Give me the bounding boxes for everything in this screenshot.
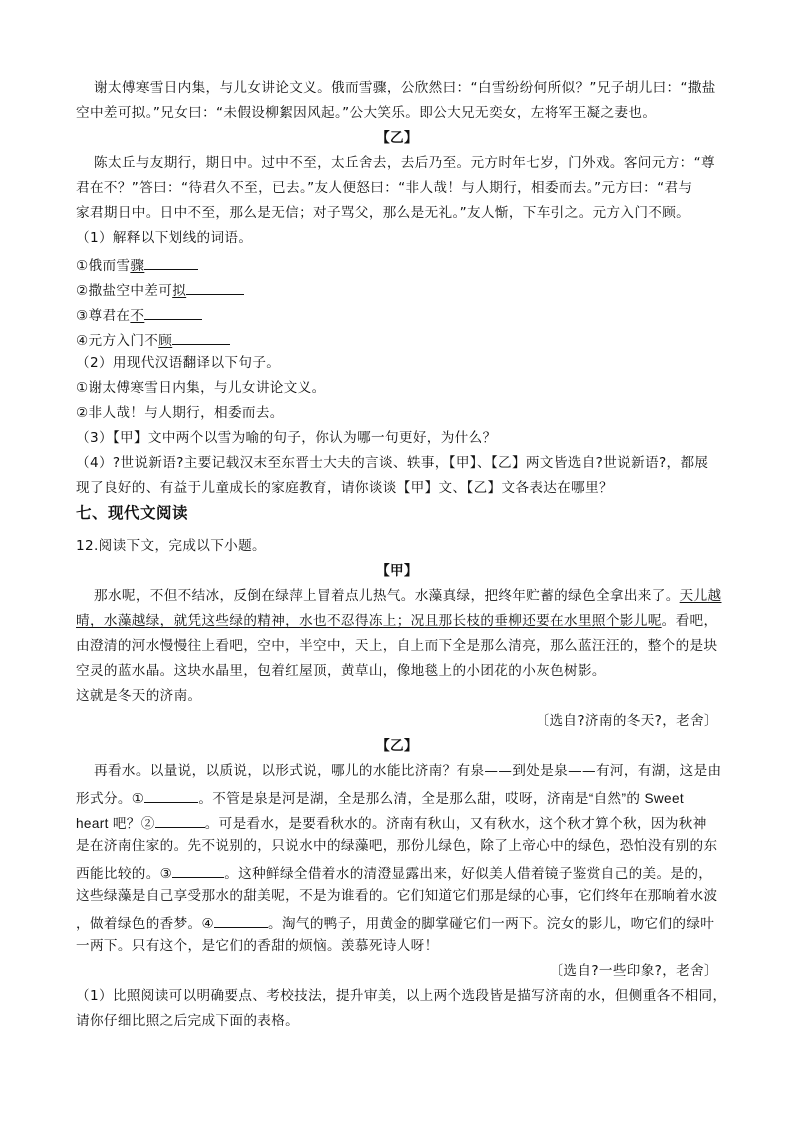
answer-blank[interactable]	[172, 330, 230, 345]
jia1-line-1: 谢太傅寒雪日内集，与儿女讲论文义。俄而雪骤，公欣然曰：“白雪纷纷何所似？”兄子胡儿曰：“撒盐	[94, 80, 716, 96]
yi2-source: 〔选自?一些印象?，老舍〕	[549, 963, 718, 979]
q1-item-4-underlined: 顾	[158, 333, 173, 349]
jia2-line-1	[94, 588, 722, 605]
yi2-line-8: 一两下。只有这个，是它们的香甜的烦恼。羡慕死诗人呀！	[76, 938, 439, 954]
jia2-heading: 【甲】	[376, 563, 418, 579]
answer-blank[interactable]	[172, 863, 224, 878]
yi2-heading: 【乙】	[376, 738, 418, 754]
q1-item-1-underlined: 骤	[130, 258, 145, 274]
jia2-line-5: 这就是冬天的济南。	[76, 688, 202, 704]
jia2-line-2-text: 。看吧，	[661, 613, 718, 629]
yi1-line-2: 君在不？”答曰：“待君久不至，已去。”友人便怒曰：“非人哉！与人期行，相委而去。”元方曰：“君与	[76, 180, 693, 196]
yi2-line-3	[76, 813, 718, 833]
answer-blank[interactable]	[144, 255, 198, 270]
jia2-source: 〔选自?济南的冬天?，老舍〕	[535, 713, 718, 729]
section-heading: 七、现代文阅读	[76, 504, 189, 522]
yi2-line-7-rest: 。淘气的鸭子，用黄金的脚掌碰它们一两下。浣女的影儿，吻它们的绿叶	[268, 916, 715, 932]
q2-sentence-1: ①谢太傅寒雪日内集，与儿女讲论文义。	[76, 380, 326, 396]
yi2-line-2	[76, 788, 718, 808]
yi2-line-2-text: 形式分。①	[76, 791, 145, 807]
jia2-line-3: 由澄清的河水慢慢往上看吧，空中，半空中，天上，自上而下全是那么清亮，那么蓝汪汪的，整个的是块	[76, 638, 718, 654]
q1-item-1-text: ①俄而雪	[76, 258, 131, 274]
q2-sentence-2: ②非人哉！与人期行，相委而去。	[76, 405, 284, 421]
answer-blank[interactable]	[186, 280, 244, 295]
q1-item-2-underlined: 拟	[172, 283, 187, 299]
q3: （3）【甲】文中两个以雪为喻的句子，你认为哪一句更好，为什么？	[76, 430, 497, 446]
yi2-line-5-rest: 。这种鲜绿全借着水的清澄显露出来，好似美人借着镜子鉴赏自己的美。是的，	[224, 866, 713, 882]
yi2-line-2-rest: 。不管是泉是河是湖，全是那么清，全是那么甜，哎呀，济南是“自然”的 Sweet	[198, 791, 684, 806]
q1-item-2	[76, 280, 718, 300]
q4-line-1: （4）?世说新语?主要记载汉末至东晋士大夫的言谈、轶事，【甲】、【乙】两文皆选自?世说新语?，都展	[76, 455, 709, 471]
yi1-line-1: 陈太丘与友期行，期日中。过中不至，太丘舍去，去后乃至。元方时年七岁，门外戏。客问元方：“尊	[94, 155, 715, 171]
yi2-line-4: 是在济南住家的。先不说别的，只说水中的绿藻吧，那份儿绿色，除了上帝心中的绿色，恐怕没有别的东	[76, 838, 718, 854]
q1-item-2-text: ②撒盐空中差可	[76, 283, 173, 299]
answer-blank[interactable]	[144, 788, 198, 803]
q1-item-3-underlined: 不	[130, 308, 145, 324]
jia2-underlined-sentence: 晴，水藻越绿，就凭这些绿的精神，水也不忍得冻上；况且那长枝的垂柳还要在水里照个影儿呢	[76, 613, 662, 629]
answer-blank[interactable]	[214, 913, 268, 928]
yi2-line-7	[76, 913, 718, 933]
answer-blank[interactable]	[144, 305, 202, 320]
q1-stem: （1）解释以下划线的词语。	[76, 230, 253, 246]
q12-1-line-2: 请你仔细比照之后完成下面的表格。	[76, 1013, 300, 1029]
yi2-line-1: 再看水。以量说，以质说，以形式说，哪儿的水能比济南？有泉——到处是泉——有河，有湖，这是由	[94, 763, 722, 779]
yi1-line-3: 家君期日中。日中不至，那么是无信；对子骂父，那么是无礼。”友人惭，下车引之。元方入门不顾。	[76, 205, 691, 221]
q12-1-line-1: （1）比照阅读可以明确要点、考校技法，提升审美，以上两个选段皆是描写济南的水，但侧重各不相同，	[76, 988, 727, 1004]
jia2-line-4: 空灵的蓝水晶。这块水晶里，包着红屋顶，黄草山，像地毯上的小团花的小灰色树影。	[76, 663, 606, 679]
yi2-line-5	[76, 863, 718, 883]
yi2-line-3-text: heart 吧？②	[76, 816, 155, 831]
q1-item-4-text: ④元方入门不	[76, 333, 159, 349]
yi1-heading: 【乙】	[376, 130, 418, 146]
yi2-line-5-text: 西能比较的。③	[76, 866, 173, 882]
q1-item-3-text: ③尊君在	[76, 308, 131, 324]
jia2-line-1-text: 那水呢，不但不结冰，反倒在绿萍上冒着点儿热气。水藻真绿，把终年贮蓄的绿色全拿出来了。	[94, 588, 680, 604]
q1-item-1	[76, 255, 718, 275]
yi2-line-7-text: ，做着绿色的香梦。④	[76, 916, 215, 932]
q2-stem: （2）用现代汉语翻译以下句子。	[76, 355, 281, 371]
yi2-line-3-rest: 。可是看水，是要看秋水的。济南有秋山，又有秋水，这个秋才算个秋，因为秋神	[204, 816, 707, 832]
jia1-line-2: 空中差可拟。”兄女曰：“未假设柳絮因风起。”公大笑乐。即公大兄无奕女，左将军王凝之妻也。	[76, 105, 657, 121]
jia2-line-2	[76, 613, 718, 630]
q1-item-3	[76, 305, 718, 325]
jia2-underlined-sentence: 天儿越	[679, 588, 722, 604]
q12-stem: 12.阅读下文，完成以下小题。	[76, 538, 266, 554]
yi2-line-6: 这些绿藻是自己享受那水的甜美呢，不是为谁看的。它们知道它们那是绿的心事，它们终年在那晌着水波	[76, 888, 718, 904]
answer-blank[interactable]	[155, 813, 205, 828]
q4-line-2: 现了良好的、有益于儿童成长的家庭教育，请你谈谈【甲】文、【乙】文各表达在哪里？	[76, 480, 614, 496]
q1-item-4	[76, 330, 718, 350]
